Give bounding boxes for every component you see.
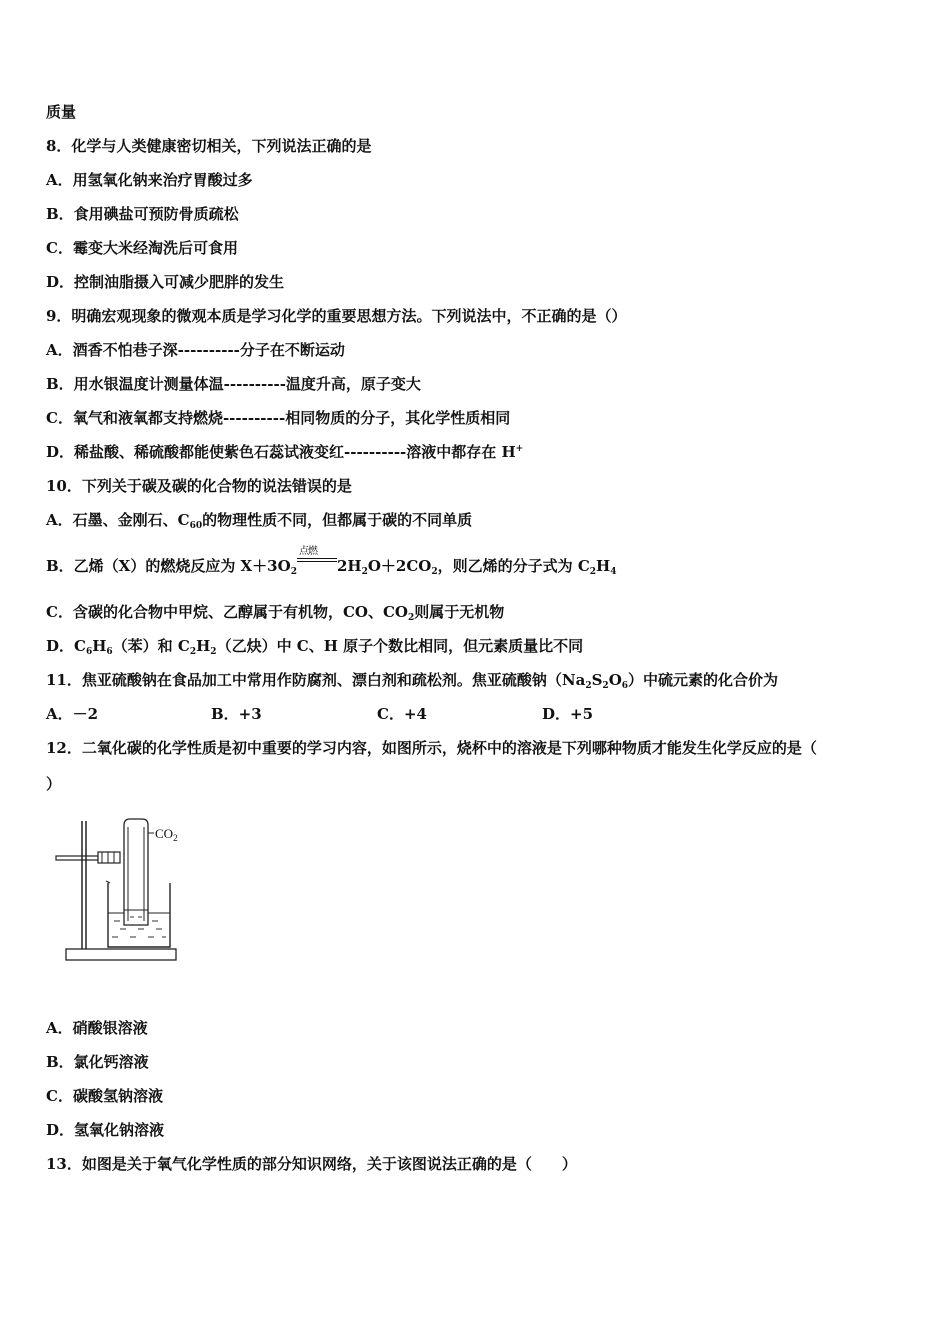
q12-option-b: B．氯化钙溶液: [46, 1053, 149, 1071]
question-13: 13．如图是关于氧气化学性质的部分知识网络，关于该图说法正确的是（ ）: [46, 1155, 577, 1173]
q11-option-c: C．+4: [377, 705, 427, 723]
question-12-continued: ）: [46, 775, 62, 793]
q10-option-b: B．乙烯（X）的燃烧反应为 $X+3O_2$ 点燃 $2H_2O+2CO_2$，则乙烯的分子式为 $C_2H_4$: [46, 546, 617, 577]
q12-option-a: A．硝酸银溶液: [46, 1019, 148, 1037]
q10-option-a: A．石墨、金刚石、$C_{60}$的物理性质不同，但都属于碳的不同单质: [46, 511, 473, 531]
q8-option-c: C．霉变大米经淘洗后可食用: [46, 239, 238, 257]
reaction-condition: 点燃: [297, 556, 337, 576]
q9-option-c: C．氧气和液氧都支持燃烧----------相同物质的分子，其化学性质相同: [46, 409, 511, 427]
q9-option-d: D．稀盐酸、稀硫酸都能使紫色石蕊试液变红----------溶液中都存在 H+: [46, 443, 524, 461]
q10-option-d: D．$C_6H_6$（苯）和 $C_2H_2$（乙炔）中 C、H 原子个数比相同，但元素质量比不同: [46, 637, 584, 657]
q8-option-b: B．食用碘盐可预防骨质疏松: [46, 205, 239, 223]
question-10: 10．下列关于碳及碳的化合物的说法错误的是: [46, 477, 352, 495]
q8-option-d: D．控制油脂摄入可减少肥胖的发生: [46, 273, 285, 291]
q11-option-a: A．－2: [46, 705, 99, 723]
q9-option-a: A．酒香不怕巷子深----------分子在不断运动: [46, 341, 345, 359]
co2-label-subscript: 2: [173, 833, 178, 843]
co2-label: CO: [155, 826, 174, 841]
continued-text: 质量: [46, 103, 77, 121]
q12-option-c: C．碳酸氢钠溶液: [46, 1087, 163, 1105]
co2-beaker-apparatus-figure: [52, 815, 192, 970]
q11-option-d: D．+5: [542, 705, 594, 723]
q11-option-b: B．+3: [211, 705, 262, 723]
q8-option-a: A．用氢氧化钠来治疗胃酸过多: [46, 171, 253, 189]
svg-text:CO2: [155, 826, 178, 843]
question-9: 9．明确宏观现象的微观本质是学习化学的重要思想方法。下列说法中，不正确的是（）: [46, 307, 627, 325]
q9-option-b: B．用水银温度计测量体温----------温度升高，原子变大: [46, 375, 421, 393]
question-8: 8．化学与人类健康密切相关，下列说法正确的是: [46, 137, 372, 155]
question-11: 11．焦亚硫酸钠在食品加工中常用作防腐剂、漂白剂和疏松剂。焦亚硫酸钠$(Na_2S_2O_6)$中硫元素的化合价为: [46, 671, 779, 691]
question-12: 12．二氧化碳的化学性质是初中重要的学习内容，如图所示，烧杯中的溶液是下列哪种物质才能发生化学反应的是（: [46, 739, 817, 757]
q10-option-c: C．含碳的化合物中甲烷、乙醇属于有机物，CO、$CO_2$则属于无机物: [46, 603, 505, 623]
q12-option-d: D．氢氧化钠溶液: [46, 1121, 165, 1139]
